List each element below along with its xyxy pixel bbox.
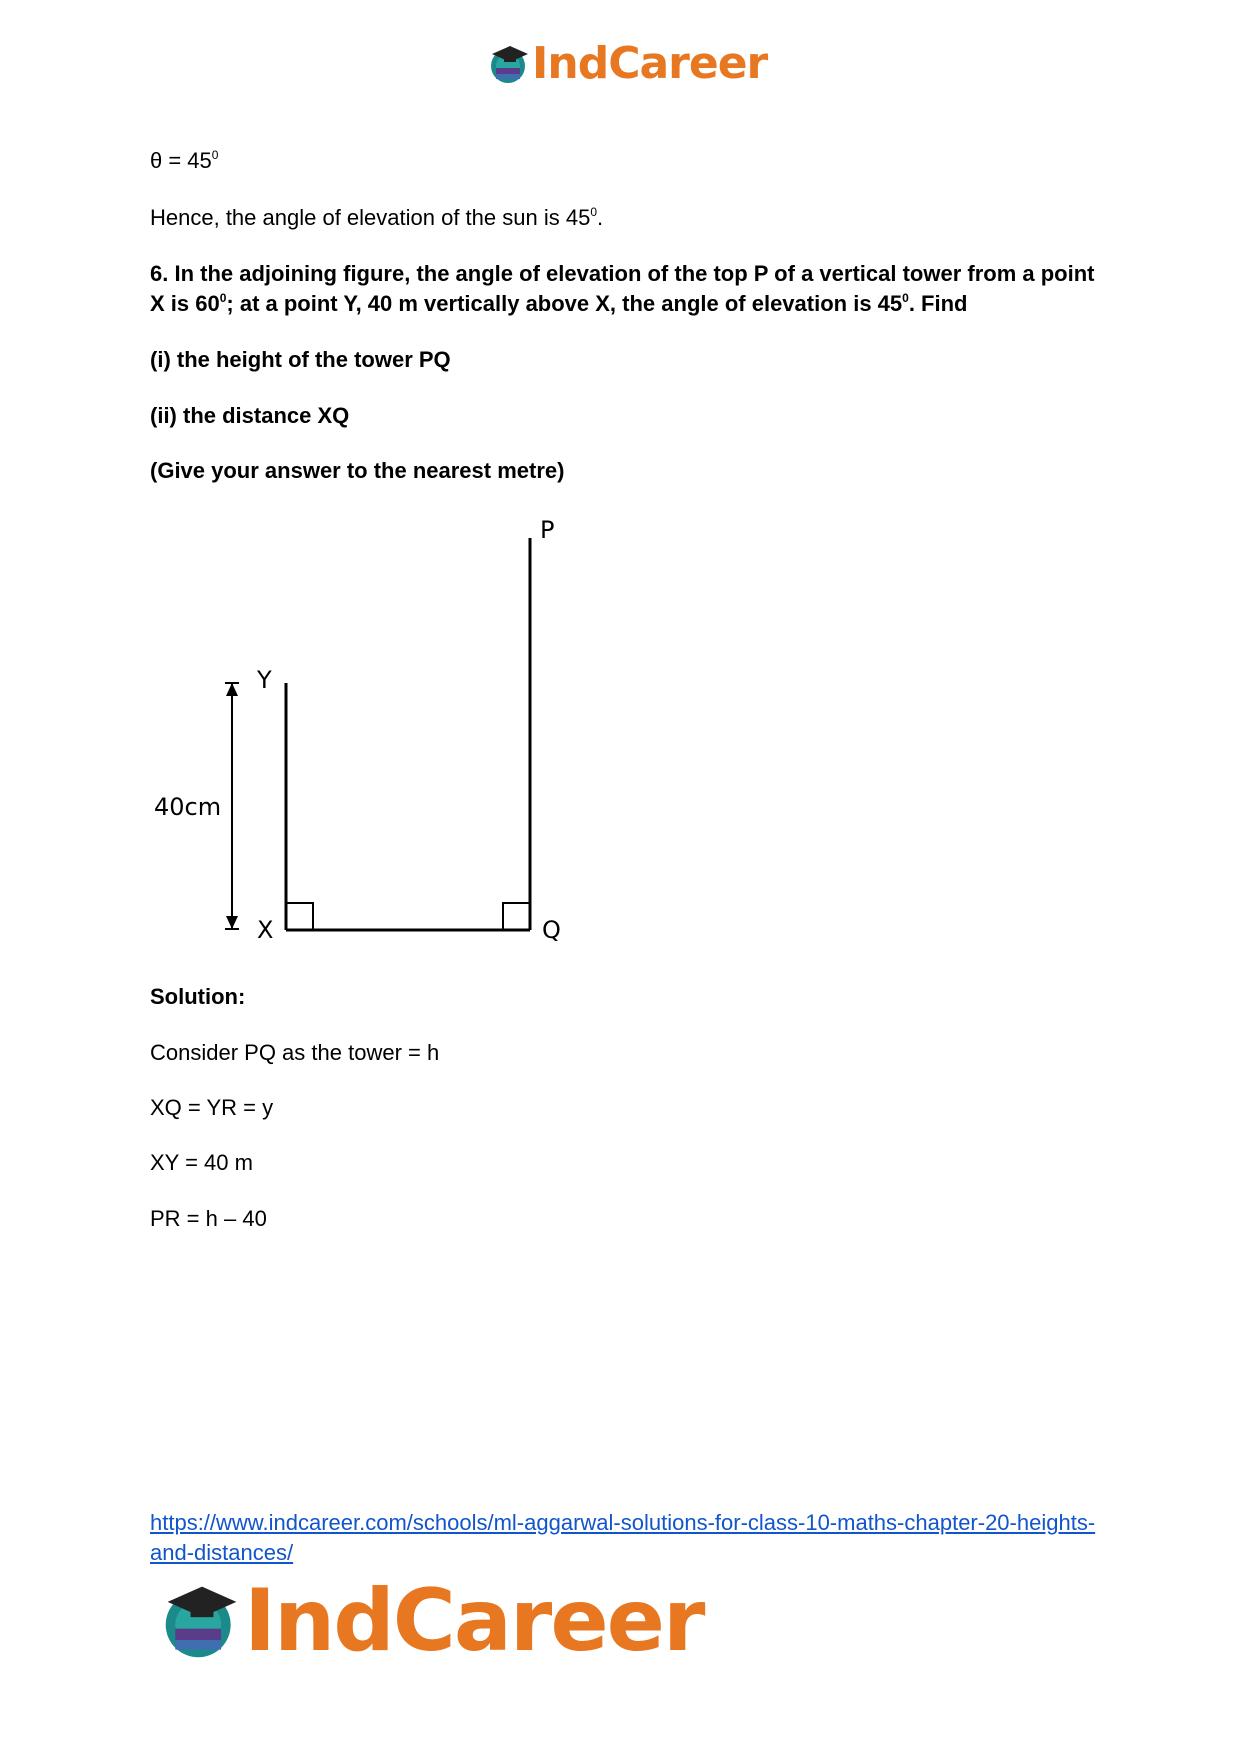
question-6-text-a: 6. In the adjoining figure, the angle of elevation of the top P of a vertical tower from a point X is 60 [150, 261, 1095, 316]
question-6-text-b: ; at a point Y, 40 m vertically above X, the angle of elevation is 45 [226, 291, 903, 316]
label-y: Y [257, 666, 272, 694]
question-6-superscript-1: 0 [219, 291, 227, 305]
right-angle-x [286, 903, 313, 930]
solution-line-4: PR = h – 40 [150, 1206, 267, 1231]
question-6-text-c: . Find [908, 291, 968, 316]
footer-logo [160, 1571, 704, 1671]
right-angle-q [503, 903, 530, 930]
solution-line-2: XQ = YR = y [150, 1095, 274, 1120]
logo-wordmark: IndCareer [532, 38, 768, 89]
solution-line-3: XY = 40 m [150, 1150, 253, 1175]
question-6-superscript-2: 0 [902, 291, 909, 305]
hence-line [150, 203, 1100, 233]
question-6 [150, 259, 1100, 319]
dimension-arrow-top [226, 683, 238, 696]
solution-heading: Solution: [150, 984, 246, 1009]
hence-period: . [597, 205, 604, 230]
question-6-note: (Give your answer to the nearest metre) [150, 458, 565, 483]
question-6-part-i: (i) the height of the tower PQ [150, 347, 451, 372]
dimension-arrow-bottom [226, 916, 238, 929]
globe-graduation-cap-icon [160, 1579, 244, 1663]
solution-line-1: Consider PQ as the tower = h [150, 1040, 440, 1065]
label-p: P [540, 516, 555, 544]
label-q: Q [542, 916, 561, 944]
theta-text: θ = 45 [150, 148, 212, 173]
question-6-part-ii: (ii) the distance XQ [150, 403, 350, 428]
theta-superscript: 0 [211, 148, 219, 162]
source-url-link[interactable]: https://www.indcareer.com/schools/ml-aggarwal-solutions-for-class-10-maths-chapter-20-heights-and-distances/ [150, 1510, 1096, 1565]
label-height: 40cm [154, 793, 222, 821]
header-logo [488, 38, 768, 89]
label-x: X [257, 916, 274, 944]
globe-graduation-cap-icon [488, 42, 532, 86]
logo-wordmark: IndCareer [244, 1571, 704, 1671]
theta-line [150, 146, 1100, 176]
hence-text: Hence, the angle of elevation of the sun is 45 [150, 205, 591, 230]
tower-diagram [145, 510, 585, 950]
hence-superscript: 0 [590, 205, 597, 219]
